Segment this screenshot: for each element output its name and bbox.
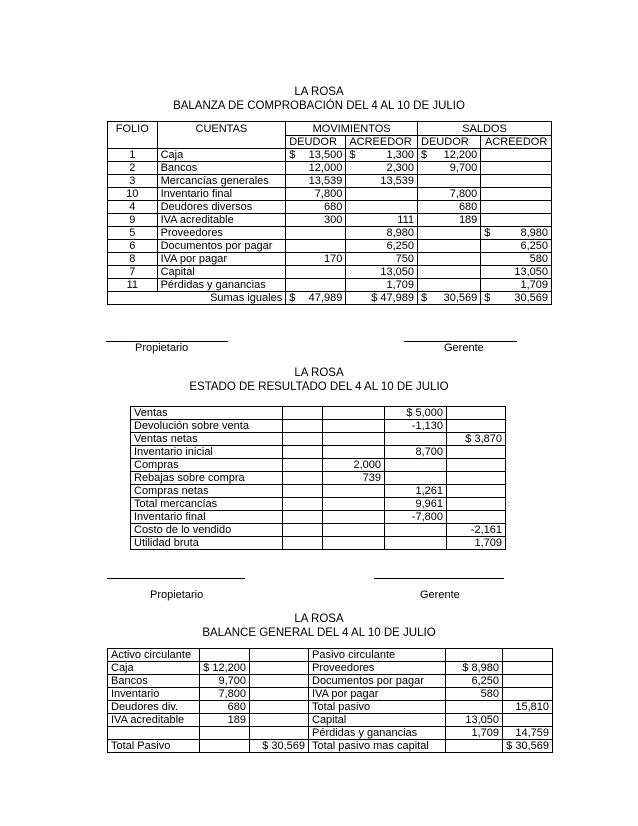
col2-cell: [323, 420, 385, 433]
col1-cell: [283, 537, 323, 550]
pasivo-total-cell: [503, 662, 553, 675]
pasivo-amount-cell: [446, 649, 503, 662]
saldo-acreedor-cell: [481, 149, 552, 162]
mov-deudor-cell-wrap: [289, 253, 342, 265]
col3-cell: 8,700: [385, 446, 447, 459]
cuenta-cell: Capital: [157, 266, 286, 279]
balanza-title: BALANZA DE COMPROBACIÓN DEL 4 AL 10 DE JULIO: [173, 100, 465, 112]
mov-acreedor-cell: [346, 240, 418, 253]
mov-acreedor-cell: [346, 253, 418, 266]
concepto-cell: Devolución sobre venta: [131, 420, 283, 433]
table-row: [108, 649, 553, 662]
col3-cell: [385, 537, 447, 550]
mov-acreedor-cell: [346, 188, 418, 201]
col4-cell: [447, 511, 506, 524]
saldo-acreedor-cell: [481, 188, 552, 201]
col3-cell: [385, 459, 447, 472]
resultado-title-company: LA ROSA: [294, 367, 344, 379]
mov-acreedor-cell-wrap: [349, 149, 414, 161]
gerente-label: Gerente: [444, 342, 484, 354]
amount: 170: [323, 253, 343, 265]
pasivo-amount-cell: [446, 740, 503, 753]
mov-deudor-cell-wrap: [289, 162, 342, 174]
mov-deudor-cell: [286, 188, 346, 201]
col2-cell: 739: [323, 472, 385, 485]
table-row: [131, 407, 506, 420]
pasivo-label-cell: IVA por pagar: [309, 688, 446, 701]
amount: 8,980: [386, 227, 415, 239]
amount: 13,539: [380, 175, 415, 187]
amount: 2,300: [386, 162, 415, 174]
amount: 750: [395, 253, 415, 265]
mov-deudor-cell: [286, 175, 346, 188]
saldo-acreedor-cell-wrap: [484, 240, 548, 252]
cuenta-cell: Inventario final: [157, 188, 286, 201]
mov-acreedor-cell-wrap: [349, 175, 414, 187]
amount: 12,200: [443, 149, 478, 161]
table-row: [108, 201, 552, 214]
table-row: [108, 175, 552, 188]
activo-total-cell: [250, 714, 309, 727]
col1-cell: [283, 459, 323, 472]
table-row: [108, 188, 552, 201]
col4-cell: [447, 498, 506, 511]
balance-title-company: LA ROSA: [294, 613, 344, 625]
concepto-cell: Compras: [131, 459, 283, 472]
activo-amount-cell: 189: [200, 714, 250, 727]
activo-amount-cell: [200, 727, 250, 740]
cuenta-cell: Bancos: [157, 162, 286, 175]
col4-cell: $ 3,870: [447, 433, 506, 446]
table-row: [108, 253, 552, 266]
propietario-label-2: Propietario: [150, 589, 204, 601]
saldo-acreedor-header: ACREEDOR: [481, 136, 552, 149]
folio-cell: 5: [108, 227, 158, 240]
activo-amount-cell: $ 12,200: [200, 662, 250, 675]
saldo-deudor-cell: [418, 188, 481, 201]
total-saldo-deudor: [418, 292, 481, 305]
cuenta-cell: Pérdidas y ganancias: [157, 279, 286, 292]
activo-label-cell: IVA acreditable: [108, 714, 200, 727]
pasivo-amount-cell: 6,250: [446, 675, 503, 688]
col2-cell: [323, 537, 385, 550]
activo-amount-cell: [200, 740, 250, 753]
mov-acreedor-cell-wrap: [349, 162, 414, 174]
col3-cell: -1,130: [385, 420, 447, 433]
col4-cell: -2,161: [447, 524, 506, 537]
activo-amount-cell: 7,800: [200, 688, 250, 701]
pasivo-amount-cell: $ 8,980: [446, 662, 503, 675]
saldo-acreedor-cell: [481, 201, 552, 214]
cuenta-cell: IVA acreditable: [157, 214, 286, 227]
mov-acreedor-cell: [346, 201, 418, 214]
table-row: [108, 675, 553, 688]
activo-label-cell: Activo circulante: [108, 649, 200, 662]
currency-sign: $: [349, 149, 356, 161]
concepto-cell: Utilidad bruta: [131, 537, 283, 550]
cuenta-cell: IVA por pagar: [157, 253, 286, 266]
resultado-title: ESTADO DE RESULTADO DEL 4 AL 10 DE JULIO: [189, 381, 449, 393]
total-mov-acreedor: $ 47,989: [346, 292, 418, 305]
saldo-deudor-header: DEUDOR: [418, 136, 481, 149]
amount: 580: [529, 253, 548, 265]
table-row: [108, 240, 552, 253]
col3-cell: -7,800: [385, 511, 447, 524]
table-row: [108, 149, 552, 162]
mov-acreedor-cell: [346, 149, 418, 162]
saldo-deudor-cell-wrap: [421, 214, 477, 226]
mov-deudor-cell-wrap: [289, 175, 342, 187]
sumas-iguales-label: Sumas iguales: [108, 292, 286, 305]
propietario-label: Propietario: [135, 342, 189, 354]
mov-acreedor-cell-wrap: [349, 240, 414, 252]
activo-amount-cell: [200, 649, 250, 662]
table-row: [108, 688, 553, 701]
mov-acreedor-header: ACREEDOR: [346, 136, 418, 149]
amount: 7,800: [449, 188, 478, 200]
table-row: [131, 537, 506, 550]
activo-total-cell: [250, 675, 309, 688]
folio-cell: 6: [108, 240, 158, 253]
col2-cell: [323, 524, 385, 537]
col4-cell: [447, 485, 506, 498]
totals-row: [108, 292, 552, 305]
resultado-table: [130, 406, 506, 550]
folio-cell: 3: [108, 175, 158, 188]
saldo-deudor-cell: [418, 214, 481, 227]
mov-acreedor-cell: [346, 175, 418, 188]
mov-acreedor-cell: [346, 227, 418, 240]
currency-sign: $: [484, 292, 491, 304]
pasivo-amount-cell: 580: [446, 688, 503, 701]
mov-acreedor-cell: [346, 279, 418, 292]
col3-cell: [385, 433, 447, 446]
col2-cell: [323, 407, 385, 420]
saldo-deudor-cell: [418, 227, 481, 240]
saldo-deudor-cell-wrap: [421, 162, 477, 174]
saldo-deudor-cell: [418, 240, 481, 253]
saldo-acreedor-cell: [481, 266, 552, 279]
folio-cell: 9: [108, 214, 158, 227]
amount: 6,250: [386, 240, 415, 252]
table-row: [108, 727, 553, 740]
cuenta-cell: Caja: [157, 149, 286, 162]
saldo-acreedor-cell-wrap: [484, 279, 548, 291]
concepto-cell: Ventas: [131, 407, 283, 420]
concepto-cell: Compras netas: [131, 485, 283, 498]
col3-cell: $ 5,000: [385, 407, 447, 420]
amount: 30,569: [443, 292, 478, 304]
activo-label-cell: Caja: [108, 662, 200, 675]
pasivo-label-cell: Total pasivo mas capital: [309, 740, 446, 753]
activo-total-cell: [250, 649, 309, 662]
mov-deudor-header: DEUDOR: [286, 136, 346, 149]
amount: 13,500: [308, 149, 343, 161]
mov-acreedor-cell-wrap: [349, 227, 414, 239]
amount: 30,569: [514, 292, 548, 304]
saldo-acreedor-cell-wrap: [484, 227, 548, 239]
pasivo-label-cell: Documentos por pagar: [309, 675, 446, 688]
mov-deudor-cell: [286, 266, 346, 279]
saldo-acreedor-cell: [481, 162, 552, 175]
concepto-cell: Ventas netas: [131, 433, 283, 446]
concepto-cell: Rebajas sobre compra: [131, 472, 283, 485]
balance-title: BALANCE GENERAL DEL 4 AL 10 DE JULIO: [202, 627, 436, 639]
col1-cell: [283, 524, 323, 537]
pasivo-total-cell: [503, 688, 553, 701]
propietario-signature-line-2: [107, 578, 245, 579]
mov-deudor-cell-wrap: [289, 188, 342, 200]
pasivo-amount-cell: 13,050: [446, 714, 503, 727]
saldo-deudor-cell-wrap: [421, 188, 477, 200]
col1-cell: [283, 511, 323, 524]
saldo-deudor-cell: [418, 175, 481, 188]
amount: 1,300: [386, 149, 415, 161]
cuenta-cell: Mercancías generales: [157, 175, 286, 188]
activo-label-cell: Bancos: [108, 675, 200, 688]
saldo-acreedor-cell-wrap: [484, 266, 548, 278]
mov-acreedor-cell: [346, 162, 418, 175]
amount: 8,980: [520, 227, 548, 239]
table-row: [108, 162, 552, 175]
total-saldo-acreedor: [481, 292, 552, 305]
pasivo-label-cell: Total pasivo: [309, 701, 446, 714]
currency-sign: $: [421, 149, 428, 161]
col2-cell: [323, 485, 385, 498]
balance-table: [107, 648, 553, 753]
folio-cell: 8: [108, 253, 158, 266]
col4-cell: [447, 472, 506, 485]
table-row: [131, 420, 506, 433]
mov-deudor-cell: [286, 149, 346, 162]
saldo-deudor-cell: [418, 266, 481, 279]
activo-label-cell: [108, 727, 200, 740]
folio-cell: 7: [108, 266, 158, 279]
table-row: [131, 498, 506, 511]
currency-sign: $: [289, 292, 296, 304]
col2-cell: [323, 433, 385, 446]
pasivo-total-cell: 14,759: [503, 727, 553, 740]
saldos-header: SALDOS: [418, 122, 552, 136]
activo-total-cell: [250, 662, 309, 675]
saldo-deudor-cell: [418, 149, 481, 162]
mov-acreedor-cell-wrap: [349, 266, 414, 278]
col4-cell: [447, 420, 506, 433]
table-row: [131, 511, 506, 524]
mov-deudor-cell: [286, 279, 346, 292]
total-mov-deudor: [286, 292, 346, 305]
table-row: [108, 266, 552, 279]
col1-cell: [283, 407, 323, 420]
col1-cell: [283, 485, 323, 498]
col3-cell: 9,961: [385, 498, 447, 511]
concepto-cell: Inventario final: [131, 511, 283, 524]
col1-cell: [283, 420, 323, 433]
mov-deudor-cell: [286, 240, 346, 253]
pasivo-label-cell: Pérdidas y ganancias: [309, 727, 446, 740]
table-row: [108, 740, 553, 753]
table-row: [131, 459, 506, 472]
mov-acreedor-cell-wrap: [349, 214, 414, 226]
pasivo-label-cell: Pasivo circulante: [309, 649, 446, 662]
amount: 47,989: [308, 292, 343, 304]
activo-amount-cell: 9,700: [200, 675, 250, 688]
mov-deudor-cell: [286, 201, 346, 214]
table-row: [108, 662, 553, 675]
saldo-acreedor-cell: [481, 227, 552, 240]
balanza-header-row: [108, 122, 552, 136]
activo-total-cell: $ 30,569: [250, 740, 309, 753]
amount: 9,700: [449, 162, 478, 174]
saldo-acreedor-cell-wrap: [484, 253, 548, 265]
table-row: [131, 485, 506, 498]
activo-total-cell: [250, 688, 309, 701]
pasivo-total-cell: $ 30,569: [503, 740, 553, 753]
activo-total-cell: [250, 727, 309, 740]
folio-cell: 11: [108, 279, 158, 292]
table-row: [108, 279, 552, 292]
col4-cell: 1,709: [447, 537, 506, 550]
mov-deudor-cell-wrap: [289, 201, 342, 213]
amount: 6,250: [520, 240, 548, 252]
cuenta-cell: Documentos por pagar: [157, 240, 286, 253]
table-row: [131, 433, 506, 446]
mov-deudor-cell-wrap: [289, 214, 342, 226]
mov-deudor-cell: [286, 214, 346, 227]
col2-cell: [323, 511, 385, 524]
currency-sign: $: [421, 292, 428, 304]
col1-cell: [283, 472, 323, 485]
saldo-acreedor-cell: [481, 175, 552, 188]
currency-sign: $: [484, 227, 491, 239]
col1-cell: [283, 498, 323, 511]
mov-deudor-cell: [286, 227, 346, 240]
saldo-deudor-cell-wrap: [421, 201, 477, 213]
amount: 1,709: [386, 279, 415, 291]
gerente-signature-line-2: [374, 578, 504, 579]
balanza-table: [107, 121, 552, 305]
table-row: [108, 227, 552, 240]
activo-label-cell: Deudores div.: [108, 701, 200, 714]
col4-cell: [447, 407, 506, 420]
concepto-cell: Total mercancías: [131, 498, 283, 511]
saldo-acreedor-cell: [481, 253, 552, 266]
col4-cell: [447, 446, 506, 459]
amount: 300: [323, 214, 343, 226]
amount: 680: [323, 201, 343, 213]
pasivo-amount-cell: 1,709: [446, 727, 503, 740]
col3-cell: 1,261: [385, 485, 447, 498]
total-saldo-acreedor-wrap: [484, 292, 548, 304]
col2-cell: 2,000: [323, 459, 385, 472]
amount: 680: [458, 201, 478, 213]
col2-cell: [323, 446, 385, 459]
table-row: [108, 214, 552, 227]
folio-header: FOLIO: [108, 122, 158, 149]
pasivo-label-cell: Proveedores: [309, 662, 446, 675]
pasivo-total-cell: 15,810: [503, 701, 553, 714]
total-mov-deudor-wrap: [289, 292, 342, 304]
mov-deudor-cell-wrap: [289, 149, 342, 161]
table-row: [131, 446, 506, 459]
amount: 7,800: [314, 188, 343, 200]
col4-cell: [447, 459, 506, 472]
currency-sign: $: [289, 149, 296, 161]
saldo-deudor-cell: [418, 253, 481, 266]
table-row: [108, 714, 553, 727]
pasivo-total-cell: [503, 675, 553, 688]
amount: 13,050: [514, 266, 548, 278]
table-row: [131, 524, 506, 537]
saldo-deudor-cell-wrap: [421, 149, 477, 161]
folio-cell: 10: [108, 188, 158, 201]
activo-label-cell: Total Pasivo: [108, 740, 200, 753]
saldo-deudor-cell: [418, 201, 481, 214]
saldo-acreedor-cell: [481, 279, 552, 292]
table-row: [131, 472, 506, 485]
amount: 12,000: [308, 162, 343, 174]
folio-cell: 1: [108, 149, 158, 162]
mov-acreedor-cell-wrap: [349, 253, 414, 265]
amount: 189: [458, 214, 478, 226]
mov-deudor-cell: [286, 253, 346, 266]
pasivo-label-cell: Capital: [309, 714, 446, 727]
saldo-deudor-cell: [418, 279, 481, 292]
col1-cell: [283, 433, 323, 446]
activo-label-cell: Inventario: [108, 688, 200, 701]
saldo-deudor-cell: [418, 162, 481, 175]
pasivo-amount-cell: [446, 701, 503, 714]
concepto-cell: Costo de lo vendido: [131, 524, 283, 537]
amount: 13,050: [380, 266, 415, 278]
mov-acreedor-cell: [346, 266, 418, 279]
gerente-label-2: Gerente: [420, 589, 460, 601]
amount: 1,709: [520, 279, 548, 291]
col3-cell: [385, 524, 447, 537]
concepto-cell: Inventario inicial: [131, 446, 283, 459]
amount: 111: [397, 214, 415, 226]
amount: 13,539: [308, 175, 343, 187]
mov-acreedor-cell: [346, 214, 418, 227]
folio-cell: 4: [108, 201, 158, 214]
cuentas-header: CUENTAS: [157, 122, 286, 149]
folio-cell: 2: [108, 162, 158, 175]
mov-deudor-cell: [286, 162, 346, 175]
saldo-acreedor-cell: [481, 240, 552, 253]
cuenta-cell: Proveedores: [157, 227, 286, 240]
mov-acreedor-cell-wrap: [349, 279, 414, 291]
total-saldo-deudor-wrap: [421, 292, 477, 304]
col3-cell: [385, 472, 447, 485]
balanza-title-company: LA ROSA: [294, 86, 344, 98]
cuenta-cell: Deudores diversos: [157, 201, 286, 214]
col1-cell: [283, 446, 323, 459]
saldo-acreedor-cell: [481, 214, 552, 227]
pasivo-total-cell: [503, 714, 553, 727]
table-row: [108, 701, 553, 714]
movimientos-header: MOVIMIENTOS: [286, 122, 418, 136]
activo-amount-cell: 680: [200, 701, 250, 714]
col2-cell: [323, 498, 385, 511]
pasivo-total-cell: [503, 649, 553, 662]
activo-total-cell: [250, 701, 309, 714]
